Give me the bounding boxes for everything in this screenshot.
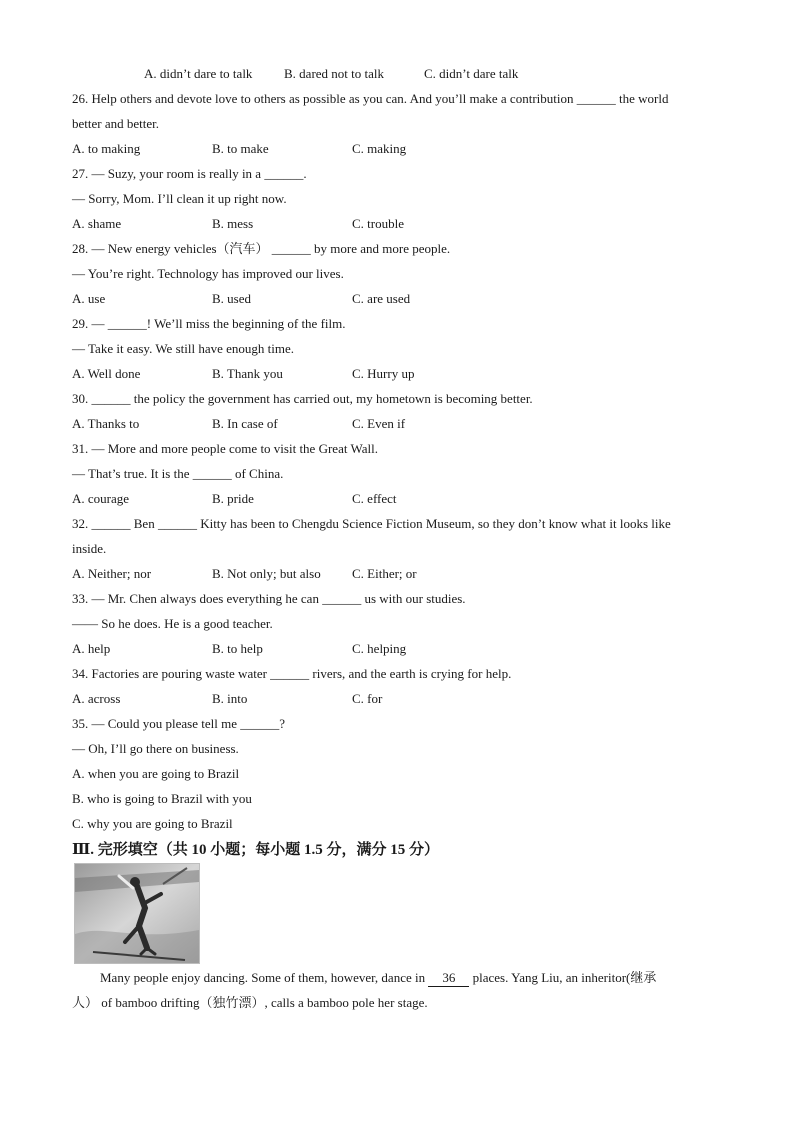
q29-option-a: A. Well done: [72, 366, 141, 381]
q29-option-c: C. Hurry up: [352, 366, 415, 381]
q25-option-a: A. didn’t dare to talk: [144, 66, 253, 81]
q27-option-b: B. mess: [212, 216, 254, 231]
q26-option-a: A. to making: [72, 141, 141, 156]
q34-option-a: A. across: [72, 691, 121, 706]
q26-stem-cont: better and better.: [72, 116, 159, 131]
q30-option-c: C. Even if: [352, 416, 406, 431]
q33-option-b: B. to help: [212, 641, 263, 656]
q25-option-c: C. didn’t dare talk: [424, 66, 519, 81]
q31-stem: 31. — More and more people come to visit the Great Wall.: [72, 441, 378, 456]
q29-stem: 29. — ______! We’ll miss the beginning of the film.: [72, 316, 346, 331]
q31-option-a: A. courage: [72, 491, 130, 506]
q32-option-a: A. Neither; nor: [72, 566, 152, 581]
blank-36: 36: [428, 970, 469, 987]
q31-reply: — That’s true. It is the ______ of China.: [72, 466, 284, 481]
q26-stem: 26. Help others and devote love to others as possible as you can. And you’ll make a contribution ______ the world: [72, 91, 669, 106]
section-heading: Ⅲ. 完形填空（共 10 小题；每小题 1.5 分，满分 15 分）: [72, 842, 440, 858]
q34-stem: 34. Factories are pouring waste water ______ rivers, and the earth is crying for help.: [72, 666, 512, 681]
q31-option-b: B. pride: [212, 491, 254, 506]
q32-stem: 32. ______ Ben ______ Kitty has been to Chengdu Science Fiction Museum, so they don’t know what it looks like: [72, 516, 671, 531]
q35-reply: — Oh, I’ll go there on business.: [72, 741, 239, 756]
passage-line-2: 人） of bamboo drifting（独竹漂）, calls a bamboo pole her stage.: [72, 995, 428, 1010]
q32-stem-cont: inside.: [72, 541, 107, 556]
q27-option-c: C. trouble: [352, 216, 404, 231]
q28-stem: 28. — New energy vehicles（汽车） ______ by more and more people.: [72, 241, 451, 256]
q32-option-b: B. Not only; but also: [212, 566, 321, 581]
q33-option-c: C. helping: [352, 641, 407, 656]
q28-option-b: B. used: [212, 291, 251, 306]
q26-option-c: C. making: [352, 141, 407, 156]
q35-option-b: B. who is going to Brazil with you: [72, 791, 252, 806]
q28-option-c: C. are used: [352, 291, 411, 306]
bamboo-drifting-photo: [74, 863, 200, 964]
q32-option-c: C. Either; or: [352, 566, 417, 581]
q31-option-c: C. effect: [352, 491, 397, 506]
q28-reply: — You’re right. Technology has improved our lives.: [72, 266, 344, 281]
passage-text-after: places. Yang Liu, an inheritor(继承: [472, 970, 657, 985]
q26-option-b: B. to make: [212, 141, 269, 156]
q33-reply: —— So he does. He is a good teacher.: [72, 616, 273, 631]
q33-stem: 33. — Mr. Chen always does everything he can ______ us with our studies.: [72, 591, 466, 606]
q25-option-b: B. dared not to talk: [284, 66, 385, 81]
passage-text-before: Many people enjoy dancing. Some of them, however, dance in: [100, 970, 426, 985]
q34-option-c: C. for: [352, 691, 383, 706]
q30-option-a: A. Thanks to: [72, 416, 140, 431]
q35-option-a: A. when you are going to Brazil: [72, 766, 240, 781]
q35-stem: 35. — Could you please tell me ______?: [72, 716, 286, 731]
q34-option-b: B. into: [212, 691, 248, 706]
q30-stem: 30. ______ the policy the government has carried out, my hometown is becoming better.: [72, 391, 533, 406]
q29-option-b: B. Thank you: [212, 366, 283, 381]
q28-option-a: A. use: [72, 291, 106, 306]
q30-option-b: B. In case of: [212, 416, 278, 431]
q27-option-a: A. shame: [72, 216, 122, 231]
q27-stem: 27. — Suzy, your room is really in a ______.: [72, 166, 307, 181]
passage-line-1: [100, 970, 656, 987]
q35-option-c: C. why you are going to Brazil: [72, 816, 233, 831]
q29-reply: — Take it easy. We still have enough time.: [72, 341, 295, 356]
q33-option-a: A. help: [72, 641, 111, 656]
q27-reply: — Sorry, Mom. I’ll clean it up right now.: [72, 191, 287, 206]
